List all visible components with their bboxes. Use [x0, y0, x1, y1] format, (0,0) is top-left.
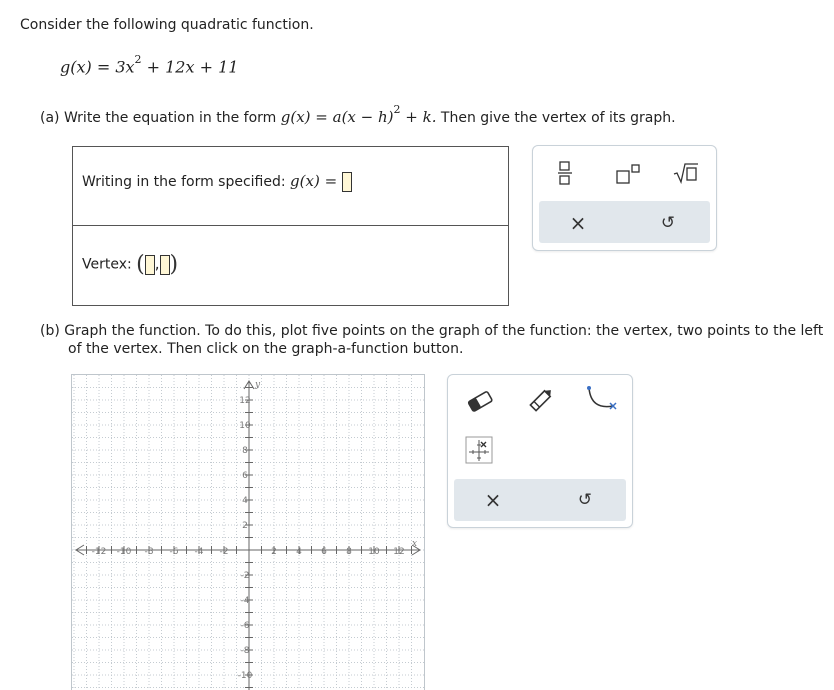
y-tick-label: 8: [242, 446, 248, 456]
part-a-suffix: Then give the vertex of its graph.: [436, 110, 676, 126]
part-b-line-1: (b) Graph the function. To do this, plot five points on the graph of the function: the vertex, two points to the left: [40, 323, 824, 339]
intro-text: Consider the following quadratic function.: [20, 17, 314, 33]
part-b-line-2: of the vertex. Then click on the graph-a-function button.: [68, 341, 464, 357]
vertex-form-answer-row: [72, 146, 509, 226]
x-tick-label: -10: [116, 547, 132, 557]
y-tick-label: -2: [240, 571, 250, 581]
y-tick-label: -6: [240, 621, 250, 631]
y-tick-label: 4: [242, 496, 248, 506]
vertex-x-input[interactable]: [145, 255, 155, 275]
function-lhs: g(x) = 3x: [60, 57, 135, 77]
vertex-form-input[interactable]: [342, 172, 352, 192]
x-tick-label: 6: [321, 547, 327, 557]
eraser-icon[interactable]: [462, 387, 498, 415]
math-palette: [532, 145, 717, 251]
fraction-icon[interactable]: [553, 158, 577, 188]
function-rest: + 12x + 11: [141, 57, 239, 77]
graph-canvas[interactable]: [72, 375, 424, 690]
g-of-x-label: g(x) =: [290, 172, 338, 190]
y-tick-label: 2: [242, 521, 248, 531]
vertex-comma: ,: [154, 254, 160, 273]
clear-button[interactable]: ×: [569, 211, 587, 235]
part-a-prompt: [40, 103, 676, 126]
close-paren: ): [169, 252, 179, 277]
x-tick-label: 10: [368, 547, 380, 557]
x-tick-label: -4: [194, 547, 204, 557]
graph-clear-button[interactable]: ×: [484, 488, 502, 512]
vertex-y-input[interactable]: [160, 255, 170, 275]
y-axis-label: y: [255, 380, 261, 390]
pencil-icon[interactable]: [524, 385, 558, 415]
sqrt-icon[interactable]: [671, 160, 701, 186]
x-tick-label: -2: [219, 547, 229, 557]
graph-undo-button[interactable]: ↺: [577, 490, 593, 510]
vertex-answer-row: [72, 225, 509, 306]
coordinate-graph[interactable]: [71, 374, 425, 690]
x-tick-label: 8: [346, 547, 352, 557]
x-tick-label: -6: [169, 547, 179, 557]
y-tick-label: -10: [237, 671, 253, 681]
open-paren: (: [136, 252, 145, 277]
x-tick-label: -8: [144, 547, 154, 557]
superscript-icon[interactable]: [613, 162, 643, 186]
y-tick-label: -4: [240, 596, 250, 606]
parabola-tool-icon[interactable]: [582, 383, 618, 417]
part-a-prefix: (a) Write the equation in the form: [40, 110, 281, 126]
graph-tool-palette: [447, 374, 633, 528]
y-tick-label: 12: [239, 396, 251, 406]
function-exponent: 2: [134, 53, 142, 66]
y-tick-label: 6: [242, 471, 248, 481]
vertex-form-equation: $g(x) = a(x - h)^2 + k$.: [280, 103, 437, 126]
graph-a-function-icon[interactable]: [464, 435, 494, 465]
vertex-label: Vertex:: [82, 256, 137, 273]
x-tick-label: 12: [393, 547, 405, 557]
x-tick-label: 4: [296, 547, 302, 557]
x-tick-label: 2: [271, 547, 277, 557]
y-tick-label: 10: [239, 421, 251, 431]
x-tick-label: -12: [91, 547, 107, 557]
vertex-form-label: Writing in the form specified:: [82, 174, 291, 190]
undo-button[interactable]: ↺: [660, 213, 676, 233]
y-tick-label: -8: [240, 646, 250, 656]
function-equation: [60, 53, 239, 77]
x-axis-label: x: [412, 539, 418, 549]
